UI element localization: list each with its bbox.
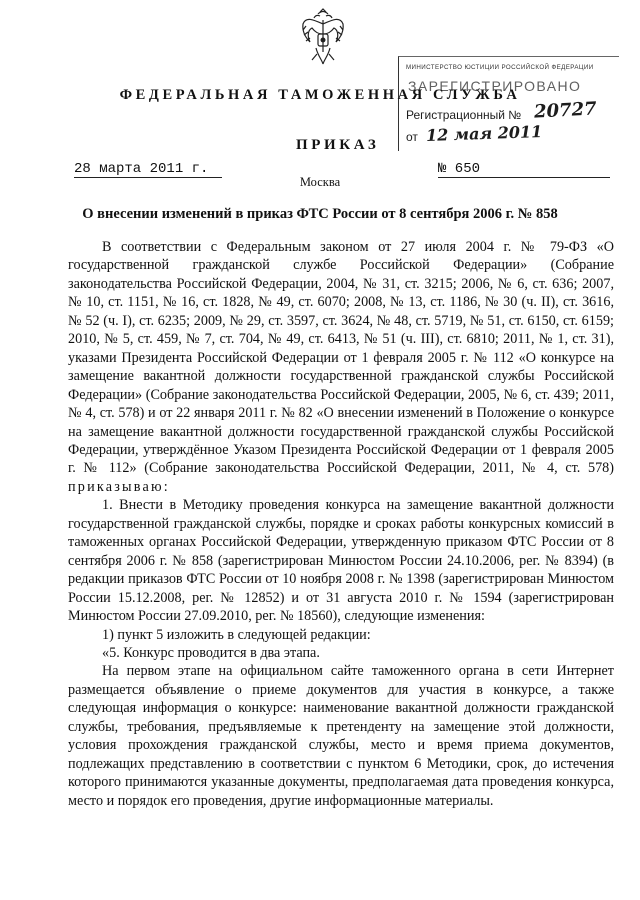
coat-of-arms-emblem: [300, 8, 346, 70]
stamp-date-label: от: [406, 130, 418, 144]
paragraph-item-1: 1. Внести в Методику проведения конкурса на замещение вакантной должности государственной гражданской службы, порядке и сроках работы конкурсных комиссий в таможенных органах Российской Федерации, утвержденную приказом ФТС России от 8 сентября 2006 г. № 858 (зарегистрирован Минюстом России 24.10.2006, рег. № 8394) (в редакции приказов ФТС России от 10 ноября 2008 г. № 1398 (зарегистрирован Минюстом России 15.12.2008, рег. № 12852) и от 31 августа 2010 г. № 1594 (зарегистрирован Минюстом России 27.09.2010, рег. № 18560), следующие изменения:: [68, 497, 614, 625]
city: Москва: [299, 175, 341, 189]
agency-name: ФЕДЕРАЛЬНАЯ ТАМОЖЕННАЯ СЛУЖБА: [119, 87, 521, 103]
paragraph-subitem-1: 1) пункт 5 изложить в следующей редакции:: [102, 626, 371, 643]
preamble-text: В соответствии с Федеральным законом от 27 июля 2004 г. № 79-ФЗ «О государственной гражданской службе Российской Федерации» (Собрание законодательства Российской Федерации, 2004, № 31, ст. 3215; 2006, № 6, ст. 636; 2007, № 10, ст. 1151, № 16, ст. 1828, № 49, ст. 6070; 2008, № 13, ст. 1186, № 30 (ч. II), ст. 3616, № 52 (ч. I), ст. 6235; 2009, № 29, ст. 3597, ст. 3624, № 48, ст. 5719, № 51, ст. 6150, ст. 6159; 2010, № 5, ст. 459, № 7, ст. 704, № 49, ст. 6413, № 51 (ч. III), ст. 6810; 2011, № 1, ст. 31), указами Президента Российской Федерации от 1 февраля 2005 г. № 112 «О конкурсе на замещение вакантной должности государственной гражданской службы Российской Федерации» (Собрание законодательства Российской Федерации, 2005, № 6, ст. 439; 2011, № 4, ст. 578) и от 22 января 2011 г. № 82 «О внесении изменений в Положение о конкурсе на замещение вакантной должности государственной гражданской службы Российской Федерации, утверждённое Указом Президента Российской Федерации от 1 февраля 2005 г. № 112» (Собрание законодательства Российской Федерации, 2011, № 4, ст. 578): [68, 239, 614, 477]
document-title: О внесении изменений в приказ ФТС России от 8 сентября 2006 г. № 858: [82, 206, 558, 222]
stamp-registered-text: ЗАРЕГИСТРИРОВАНО: [408, 78, 582, 94]
command-word: приказываю:: [68, 478, 170, 495]
order-title: ПРИКАЗ: [296, 137, 380, 153]
paragraph-quote-5: «5. Конкурс проводится в два этапа.: [102, 644, 320, 661]
document-body: [68, 238, 614, 810]
stamp-registration-label: Регистрационный №: [406, 108, 522, 122]
stamp-ministry-text: МИНИСТЕРСТВО ЮСТИЦИИ РОССИЙСКОЙ ФЕДЕРАЦИИ: [406, 64, 594, 71]
order-date: 28 марта 2011 г.: [74, 161, 222, 178]
paragraph-preamble: [68, 238, 614, 496]
stamp-registration-number: 20727: [533, 98, 598, 123]
stamp-date-value: 12 мая 2011: [425, 121, 543, 146]
paragraph-first-stage: На первом этапе на официальном сайте таможенного органа в сети Интернет размещается объявление о приеме документов для участия в конкурсе, а также следующая информация о конкурсе: наименование вакантной должности гражданской службы, требования, предъявляемые к претенденту на замещение этой должности, условия прохождения гражданской службы, место и время приема документов, подлежащих представлению в соответствии с пунктом 6 Методики, срок, до истечения которого принимаются указанные документы, предполагаемая дата проведения конкурса, место и порядок его проведения, другие информационные материалы.: [68, 663, 614, 809]
order-number: № 650: [438, 161, 610, 178]
